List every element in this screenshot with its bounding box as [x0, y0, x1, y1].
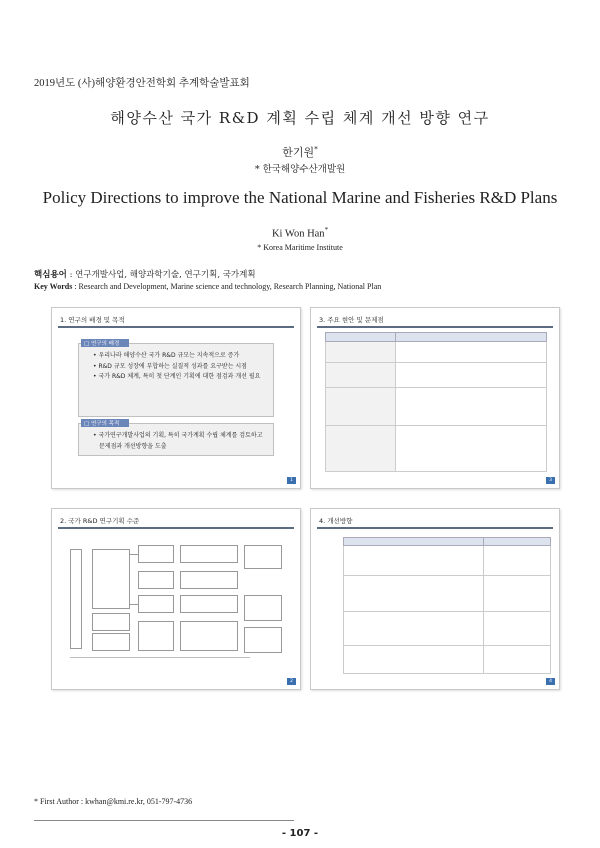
slide-rd-planning-level [51, 508, 301, 690]
slide-number: 4 [546, 678, 555, 685]
table-row [344, 546, 551, 576]
figure-box [138, 545, 174, 563]
slide-rule [317, 326, 553, 328]
figure-connector [130, 604, 138, 605]
purpose-box [78, 423, 274, 456]
figure-side-label-box [70, 549, 82, 649]
issues-table [325, 332, 547, 472]
figure-box [92, 633, 130, 651]
slide-number: 3 [546, 477, 555, 484]
slide-title: 1. 연구의 배경 및 목적 [60, 316, 125, 324]
figure-box [92, 549, 130, 609]
bullet-item: • 국가 R&D 체계, 특히 첫 단계인 기획에 대한 점검과 개선 필요 [93, 373, 261, 380]
slide-issues-problems [310, 307, 560, 489]
table-header-row [326, 333, 547, 342]
figure-box [180, 571, 238, 589]
background-bullets [93, 351, 267, 383]
keywords-korean [34, 268, 256, 280]
title-korean: 해양수산 국가 R&D 계획 수립 체계 개선 방향 연구 [110, 109, 490, 127]
figure-box [92, 613, 130, 631]
affiliation-english: * Korea Maritime Institute [257, 243, 343, 252]
keywords-english [34, 282, 381, 291]
author-korean [0, 144, 600, 160]
improvements-table [343, 537, 551, 674]
bullet-item: • 국가연구개발사업의 기획, 특히 국가계획 수립 체계를 검토하고 문제점과 개선방향을 도출 [93, 432, 263, 450]
title-english: Policy Directions to improve the National Marine and Fisheries R&D Plans [42, 188, 558, 207]
figure-box [138, 621, 174, 651]
purpose-box-heading: □ 연구의 목적 [81, 419, 129, 427]
purpose-bullets [93, 431, 267, 452]
slide-rule [317, 527, 553, 529]
figure-box [244, 545, 282, 569]
table-row [326, 387, 547, 426]
slide-title: 4. 개선방향 [319, 517, 353, 525]
author-korean-name: 한기원 [282, 146, 315, 159]
slide-title: 3. 주요 현안 및 문제점 [319, 316, 384, 324]
figure-box [180, 545, 238, 563]
footnote: * First Author : kwhan@kmi.re.kr, 051-797-4736 [34, 797, 193, 806]
author-english-mark: * [324, 226, 329, 234]
figure-box [244, 627, 282, 653]
table-row [344, 612, 551, 646]
figure-box [180, 595, 238, 613]
keywords-korean-label: 핵심용어 [34, 270, 67, 280]
slide-background-purpose [51, 307, 301, 489]
table-row [344, 576, 551, 612]
slide-title: 2. 국가 R&D 연구기획 수준 [60, 517, 140, 525]
slide-improvements [310, 508, 560, 690]
keywords-english-text: : Research and Development, Marine science and technology, Research Planning, National Plan [74, 282, 382, 291]
author-english-name: Ki Won Han [271, 228, 325, 240]
figure-box [180, 621, 238, 651]
affiliation-korean: * 한국해양수산개발원 [254, 164, 346, 175]
slide-rule [58, 326, 294, 328]
figure-box [138, 571, 174, 589]
table-row [344, 646, 551, 674]
page-number: - 107 - [281, 828, 319, 839]
footnote-rule [34, 820, 294, 821]
figure-box [244, 595, 282, 621]
slide-number: 1 [287, 477, 296, 484]
background-box-heading: □ 연구의 배경 [81, 339, 129, 347]
figure-connector [130, 554, 138, 555]
table-header-row [344, 538, 551, 546]
bullet-item: • 우리나라 해양수산 국가 R&D 규모는 지속적으로 증가 [93, 352, 240, 359]
background-box [78, 343, 274, 417]
figure-caption-line [70, 657, 250, 658]
table-row [326, 342, 547, 363]
figure-box [138, 595, 174, 613]
slide-number: 2 [287, 678, 296, 685]
author-english [0, 226, 600, 240]
author-korean-mark: * [314, 145, 318, 154]
keywords-korean-text: : 연구개발사업, 해양과학기술, 연구기획, 국가계획 [69, 270, 256, 280]
conference-header: 2019년도 (사)해양환경안전학회 추계학술발표회 [34, 78, 250, 89]
bullet-item: • R&D 규모 성장에 부합하는 실질적 성과를 요구받는 시점 [93, 362, 247, 370]
keywords-english-label: Key Words [34, 282, 73, 291]
table-row [326, 362, 547, 387]
table-row [326, 426, 547, 472]
slide-rule [58, 527, 294, 529]
